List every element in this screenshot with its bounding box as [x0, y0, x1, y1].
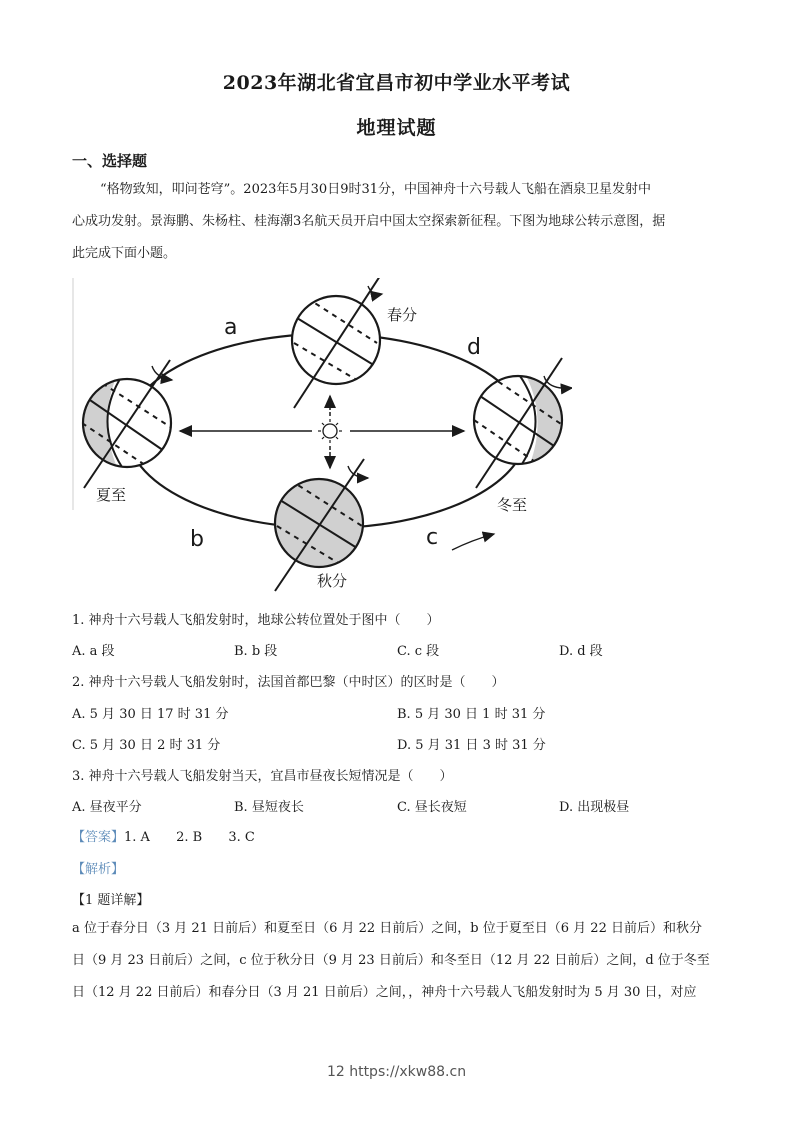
- footer-watermark: 12 https://xkw88.cn: [326, 1064, 467, 1080]
- intro-line-2: 心成功发射。景海鹏、朱杨柱、桂海潮3名航天员开启中国太空探索新征程。下图为地球公转示意图，据: [72, 214, 666, 229]
- globe-summer-solstice: [72, 360, 172, 488]
- answer-item-1: 1. A: [124, 830, 150, 845]
- intro-paragraph: [72, 174, 720, 270]
- q1-option-b: B. b 段: [234, 644, 278, 659]
- answer-label: 【答案】: [72, 830, 125, 845]
- question-1-stem: 1. 神舟十六号载人飞船发射时，地球公转位置处于图中（ ）: [72, 613, 440, 628]
- orbit-direction-arrow: [452, 534, 494, 550]
- detail-paragraph: [72, 913, 720, 1009]
- intro-line-3: 此完成下面小题。: [72, 246, 177, 261]
- intro-line-1: “格物致知，叩问苍穹”。2023年5月30日9时31分，中国神舟十六号载人飞船在酒泉卫星发射中: [100, 182, 652, 197]
- q3-option-c: C. 昼长夜短: [397, 800, 467, 815]
- analysis-label: 【解析】: [72, 862, 125, 877]
- q3-option-a: A. 昼夜平分: [72, 800, 142, 815]
- globe-spring-equinox: [292, 278, 382, 408]
- page-title: 2023年湖北省宜昌市初中学业水平考试: [222, 72, 571, 94]
- q1-option-c: C. c 段: [397, 644, 440, 659]
- segment-label-c: c: [426, 525, 439, 550]
- page-subtitle: 地理试题: [356, 117, 437, 139]
- label-summer-solstice: 夏至: [96, 486, 127, 504]
- label-spring-equinox: 春分: [387, 306, 418, 324]
- earth-orbit-diagram: [72, 278, 572, 598]
- answer-row: [72, 826, 255, 845]
- globe-winter-solstice: [474, 358, 572, 488]
- q1-option-a: A. a 段: [72, 644, 115, 659]
- q2-option-a: A. 5 月 30 日 17 时 31 分: [72, 707, 229, 722]
- label-autumn-equinox: 秋分: [317, 572, 348, 590]
- q3-option-b: B. 昼短夜长: [234, 800, 304, 815]
- detail-line-2: 日（9 月 23 日前后）之间，c 位于秋分日（9 月 23 日前后）和冬至日（12 月 22 日前后）之间，d 位于冬至: [72, 953, 710, 968]
- segment-label-b: b: [190, 527, 204, 552]
- label-winter-solstice: 冬至: [497, 496, 528, 514]
- detail-heading: 【1 题详解】: [72, 893, 150, 908]
- detail-line-1: a 位于春分日（3 月 21 日前后）和夏至日（6 月 22 日前后）之间，b 位于夏至日（6 月 22 日前后）和秋分: [72, 921, 702, 936]
- q2-option-b: B. 5 月 30 日 1 时 31 分: [397, 707, 546, 722]
- question-3-stem: 3. 神舟十六号载人飞船发射当天，宜昌市昼夜长短情况是（ ）: [72, 769, 453, 784]
- segment-label-d: d: [467, 335, 481, 360]
- answer-item-2: 2. B: [176, 830, 203, 845]
- question-2-stem: 2. 神舟十六号载人飞船发射时，法国首都巴黎（中时区）的区时是（ ）: [72, 675, 505, 690]
- answer-item-3: 3. C: [228, 830, 255, 845]
- q1-option-d: D. d 段: [559, 644, 603, 659]
- segment-label-a: a: [224, 315, 238, 340]
- q2-option-d: D. 5 月 31 日 3 时 31 分: [397, 738, 546, 753]
- q3-option-d: D. 出现极昼: [559, 800, 630, 815]
- q2-option-c: C. 5 月 30 日 2 时 31 分: [72, 738, 221, 753]
- section-heading: 一、选择题: [72, 152, 148, 170]
- detail-line-3: 日（12 月 22 日前后）和春分日（3 月 21 日前后）之间，，神舟十六号载人飞船发射时为 5 月 30 日，对应: [72, 985, 697, 1000]
- sun-icon: [180, 396, 464, 468]
